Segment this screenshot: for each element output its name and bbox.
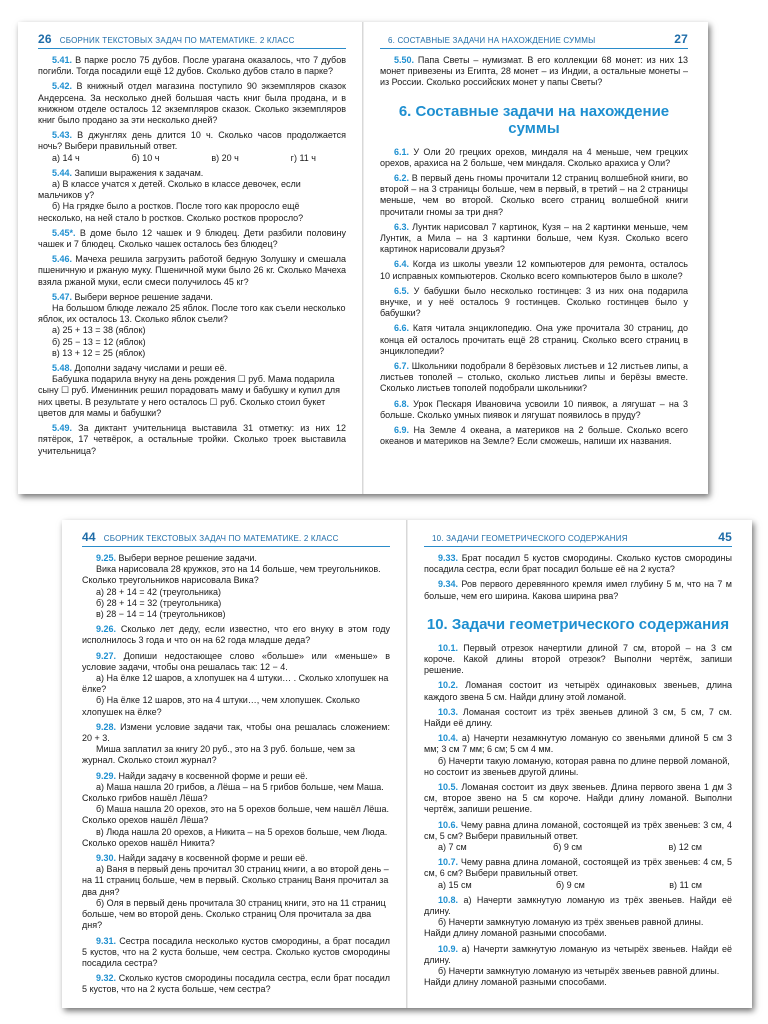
task-text [424, 895, 732, 917]
task-body: Лунтик нарисовал 7 картинок, Кузя – на 2 картинки меньше, чем Лунтик, а Мила – на 3 картинки больше, чем Кузя. Сколько всего картинок нарисовали друзья? [380, 221, 688, 255]
task-number: 9.33. [438, 553, 459, 563]
task-number: 9.30. [96, 853, 117, 864]
task-body: Ломаная состоит из трёх звеньев длиной 3 см, 5 см, 7 см. Найди её длину. [424, 706, 732, 729]
task [82, 553, 390, 620]
task-number: 9.27. [96, 650, 117, 661]
task-number: 6.4. [394, 259, 410, 270]
task-subitem: Вика нарисовала 28 кружков, это на 14 больше, чем треугольников. Сколько треугольников нарисовала Вика? [82, 564, 381, 586]
task [38, 292, 346, 359]
page-44 [62, 520, 406, 1008]
task-body: В джунглях день длится 10 ч. Сколько часов продолжается ночь? Выбери правильный ответ. [38, 130, 346, 152]
task [82, 771, 390, 849]
book-spread-2 [62, 520, 752, 1008]
task-number: 10.3. [438, 706, 459, 717]
task-text [38, 292, 346, 303]
task-list [380, 55, 688, 89]
task-body: Запиши выражения к задачам. [74, 167, 204, 178]
task-number: 5.45*. [52, 227, 76, 238]
task-body: Ломаная состоит из двух звеньев. Длина первого звена 1 дм 3 см, второе звено на 5 см короче. Найди длину ломаной. Выполни чертёж, запиши решение. [424, 782, 732, 815]
task-body: Катя читала энциклопедию. Она уже прочитала 30 страниц, до конца ей осталось прочитать ещё 28 страниц. Сколько всего страниц в энциклопедии? [380, 323, 688, 356]
task-text [424, 707, 732, 729]
task-text [38, 363, 346, 374]
task-body: Допиши недостающее слово «больше» или «меньше» в условие задачи, чтобы она решалась так: 12 − 4. [82, 650, 390, 672]
task-body: Папа Светы – нумизмат. В его коллекции 68 монет: из них 13 монет привезены из Египта, 28 монет – из Индии, а остальные монеты – из России. Сколько российских монет у папы Светы? [380, 55, 688, 88]
task-body: Школьники подобрали 8 берёзовых листьев и 12 листьев липы, а листьев тополей – столько, сколько листьев липы и берёзы вместе. Сколько листьев тополей подобрали школьники? [380, 361, 688, 394]
task-subitem: б) На ёлке 12 шаров, это на 4 штуки…, чем хлопушек. Сколько хлопушек на ёлке? [82, 695, 360, 717]
task-number: 5.43. [52, 130, 73, 141]
task-number: 9.31. [96, 935, 117, 946]
task-text [82, 624, 390, 646]
task-subitem: а) 28 + 14 = 42 (треугольника) [96, 586, 222, 597]
task-subitem: На большом блюде лежало 25 яблок. После того как съели несколько яблок, их осталось 13. Сколько яблок съели? [38, 303, 346, 325]
task-list [424, 553, 732, 602]
page-45 [408, 520, 752, 1008]
task [380, 222, 688, 256]
page-26 [18, 22, 362, 494]
task [38, 168, 346, 224]
task-number: 10.7. [438, 857, 459, 868]
task-subitem: б) Начерти такую ломаную, которая равна по длине первой ломаной, но состоит из звеньев другой длины. [424, 755, 730, 777]
task-body: Измени условие задачи так, чтобы она решалась сложением: 20 + 3. [82, 721, 390, 744]
answer-option: в) 11 см [669, 879, 702, 890]
task-number: 5.46. [52, 254, 73, 265]
task-text [38, 228, 346, 250]
task-text [424, 857, 732, 879]
task-number: 5.50. [394, 55, 415, 65]
task-body: В книжный отдел магазина поступило 90 экземпляров сказок Андерсена. За несколько дней большая часть книг была продана, и в книжном отделе осталось 12 экземпляров сказок. Сколько экземпляров книг было продано за эти несколько дней? [38, 81, 346, 126]
task-text [424, 944, 732, 966]
running-title: СБОРНИК ТЕКСТОВЫХ ЗАДАЧ ПО МАТЕМАТИКЕ. 2 КЛАСС [59, 36, 295, 45]
task-subitem: а) Маша нашла 20 грибов, а Лёша – на 5 грибов больше, чем Маша. Сколько грибов нашёл Лёша? [82, 781, 384, 804]
book-spread-1 [18, 22, 708, 494]
task-body: В парке росло 75 дубов. После урагана оказалось, что 7 дубов погибли. Тогда посадили ещё 12 дубов. Сколько дубов стало в парке? [38, 55, 346, 77]
task [380, 361, 688, 395]
task [424, 895, 732, 940]
task-body: На Земле 4 океана, а материков на 2 больше. Сколько всего океанов и материков на Земле? Если сможешь, напиши их названия. [380, 425, 688, 447]
task-text [38, 55, 346, 77]
task-number: 10.1. [438, 642, 459, 653]
task-subitem: а) На ёлке 12 шаров, а хлопушек на 4 штуки… . Сколько хлопушек на ёлке? [82, 673, 389, 695]
task-body: Урок Пескаря Ивановича усвоили 10 пиявок, а лягушат – на 3 больше. Сколько умных пиявок и лягушат появилось в пруду? [380, 398, 688, 420]
task-subitem: в) 28 − 14 = 14 (треугольников) [96, 609, 226, 620]
task-subitem: Миша заплатил за книгу 20 руб., это на 3 руб. больше, чем за журнал. Сколько стоил журнал? [82, 744, 355, 766]
task-text [380, 55, 688, 89]
task [380, 323, 688, 357]
task-body: Ломаная состоит из четырёх одинаковых звеньев, длина каждого звена 5 см. Найди длину этой ломаной. [424, 680, 732, 702]
task [38, 363, 346, 419]
answer-option: б) 9 см [553, 842, 583, 853]
task-text [380, 323, 688, 357]
task-body: Найди задачу в косвенной форме и реши её. [118, 853, 308, 864]
task [380, 286, 688, 320]
task-text [38, 168, 346, 179]
task [424, 820, 732, 854]
task-body: Сколько кустов смородины посадила сестра, если брат посадил 5 кустов, что на 2 куста больше, чем сестра? [82, 973, 390, 995]
task-number: 9.25. [96, 553, 117, 563]
task-body: Брат посадил 5 кустов смородины. Сколько кустов смородины посадила сестра, если брат посадил больше её на 2 куста? [424, 553, 732, 575]
task-text [38, 81, 346, 126]
task-text [380, 425, 688, 447]
task-number: 6.2. [394, 173, 410, 184]
page-number: 27 [674, 32, 688, 46]
task-body: Чему равна длина ломаной, состоящей из трёх звеньев: 3 см, 4 см, 5 см? Выбери правильный ответ. [424, 819, 732, 841]
task-body: За диктант учительница выставила 31 отметку: из них 12 пятёрок, 17 четвёрок, а остальные тройки. Сколько троек выставила учительница? [38, 423, 346, 456]
running-title: СБОРНИК ТЕКСТОВЫХ ЗАДАЧ ПО МАТЕМАТИКЕ. 2 КЛАСС [103, 534, 339, 543]
answer-option: а) 15 см [438, 879, 472, 890]
task [82, 973, 390, 995]
task-subitem: а) В классе учатся x детей. Сколько в классе девочек, если мальчиков y? [38, 179, 301, 201]
task-text [380, 286, 688, 320]
answer-option: в) 20 ч [211, 152, 239, 163]
task [82, 651, 390, 718]
page-header [424, 520, 732, 547]
task-number: 6.8. [394, 398, 410, 409]
task-body: Мачеха решила загрузить работой бедную Золушку и смешала пшеничную и ржаную муку. Пшеничной муки было 26 кг. Сколько Мачеха взяла ржаной муки, если смеси получилось 45 кг? [38, 254, 346, 287]
task-number: 10.8. [438, 894, 459, 905]
task-number: 6.1. [394, 146, 410, 157]
task-number: 5.49. [52, 423, 73, 434]
answer-option: а) 7 см [438, 842, 467, 853]
task [82, 936, 390, 970]
task [424, 579, 732, 601]
page-header [38, 22, 346, 49]
task-number: 5.41. [52, 55, 73, 65]
task-list [380, 147, 688, 448]
answer-option: г) 11 ч [290, 152, 316, 163]
task-body: а) Начерти замкнутую ломаную из четырёх звеньев. Найди её длину. [424, 943, 732, 965]
task-list [82, 553, 390, 996]
task-text [424, 579, 732, 601]
task [424, 680, 732, 702]
answer-options [38, 153, 346, 164]
task-number: 9.34. [438, 579, 459, 590]
task-text [82, 771, 390, 782]
task-text [380, 361, 688, 395]
task [380, 147, 688, 169]
task [38, 423, 346, 457]
task-subitem: а) 25 + 13 = 38 (яблок) [52, 325, 146, 336]
task-text [380, 259, 688, 281]
task-text [424, 680, 732, 702]
task-text [424, 643, 732, 677]
task-text [380, 399, 688, 421]
task [38, 254, 346, 288]
task-body: Сколько лет деду, если известно, что его внуку в этом году исполнилось 3 года и что он на 62 года младше деда? [82, 624, 390, 646]
task [380, 55, 688, 89]
task-number: 5.47. [52, 291, 73, 302]
task-text [82, 936, 390, 970]
task [38, 130, 346, 164]
task-number: 6.9. [394, 425, 410, 436]
page-header [380, 22, 688, 49]
task-subitem: б) 28 + 14 = 32 (треугольника) [96, 597, 222, 608]
task-body: а) Начерти замкнутую ломаную из трёх звеньев. Найди её длину. [424, 894, 732, 917]
task-number: 10.9. [438, 943, 459, 954]
page-number: 44 [82, 530, 96, 544]
task-number: 6.3. [394, 221, 410, 232]
task-text [380, 147, 688, 169]
task-subitem: б) 25 − 13 = 12 (яблок) [52, 336, 146, 347]
task-text [380, 222, 688, 256]
task-number: 10.4. [438, 733, 459, 744]
task-body: а) Начерти незамкнутую ломаную со звеньями длиной 5 см 3 мм; 3 см 7 мм; 6 см; 5 см 4 мм. [424, 733, 732, 755]
task-body: Чему равна длина ломаной, состоящей из трёх звеньев: 4 см, 5 см, 6 см? Выбери правильный ответ. [424, 857, 732, 879]
task [424, 553, 732, 575]
task-text [82, 722, 390, 744]
task-number: 9.32. [96, 973, 117, 984]
task-text [38, 423, 346, 457]
task [424, 733, 732, 778]
task-text [82, 553, 390, 564]
task-subitem: в) 13 + 12 = 25 (яблок) [52, 347, 146, 358]
task [424, 944, 732, 989]
task-body: Найди задачу в косвенной форме и реши её. [118, 770, 308, 781]
task [424, 707, 732, 729]
task-text [380, 173, 688, 218]
task-subitem: б) Начерти замкнутую ломаную из четырёх звеньев равной длины. Найди длину ломаной разными способами. [424, 966, 720, 988]
task-body: Когда из школы увезли 12 компьютеров для ремонта, осталось 10 исправных компьютеров. Сколько всего компьютеров было в школе? [380, 259, 688, 281]
page-number: 45 [718, 530, 732, 544]
task-number: 6.5. [394, 285, 410, 296]
task [38, 228, 346, 250]
page-27 [364, 22, 708, 494]
task-number: 10.2. [438, 680, 459, 691]
task-list [424, 643, 732, 989]
task-list [38, 55, 346, 457]
task-subitem: б) Маша нашла 20 орехов, это на 5 орехов больше, чем нашёл Лёша. Сколько орехов нашёл Лёша? [82, 804, 389, 826]
page-header [82, 520, 390, 547]
task [424, 782, 732, 816]
answer-option: в) 12 см [668, 842, 702, 853]
answer-options [424, 880, 732, 891]
task-number: 5.44. [52, 167, 73, 178]
running-title: 10. ЗАДАЧИ ГЕОМЕТРИЧЕСКОГО СОДЕРЖАНИЯ [432, 534, 628, 543]
task [380, 399, 688, 421]
task-subitem: б) Оля в первый день прочитала 30 страниц книги, это на 11 страниц больше, чем во второй день. Сколько страниц Оля прочитала за два дня? [82, 897, 386, 931]
task-number: 6.7. [394, 361, 410, 372]
task [82, 624, 390, 646]
task-body: Выбери верное решение задачи. [118, 553, 257, 563]
task [380, 173, 688, 218]
task-body: У Оли 20 грецких орехов, миндаля на 4 меньше, чем грецких орехов, арахиса на 2 больше, чем миндаля. Сколько арахиса у Оли? [380, 146, 688, 168]
task-subitem: б) Начерти замкнутую ломаную из трёх звеньев равной длины. Найди длину ломаной разными способами. [424, 917, 704, 939]
task [38, 55, 346, 77]
task [82, 722, 390, 767]
task-number: 10.6. [438, 819, 459, 830]
task [424, 643, 732, 677]
answer-option: б) 10 ч [131, 152, 160, 163]
task-text [82, 973, 390, 995]
task-body: У бабушки было несколько гостинцев: 3 из них она подарила внучке, и у неё осталось 9 гостинцев. Сколько гостинцев было у бабушки? [380, 285, 688, 319]
running-title: 6. СОСТАВНЫЕ ЗАДАЧИ НА НАХОЖДЕНИЕ СУММЫ [388, 36, 596, 45]
task-text [38, 130, 346, 152]
task-number: 9.29. [96, 770, 117, 781]
answer-option: а) 14 ч [52, 152, 80, 163]
task-number: 9.28. [96, 721, 117, 732]
task-subitem: Бабушка подарила внуку на день рождения ☐ руб. Мама подарила сыну ☐ руб. Именинник решил порадовать маму и бабушку и купил для них цветы. В результате у него осталось ☐ руб. Сколько стоил букет цветов для мамы и бабушки? [38, 374, 340, 418]
task-text [424, 553, 732, 575]
task-text [424, 733, 732, 755]
task-text [38, 254, 346, 288]
task-number: 10.5. [438, 782, 459, 793]
task-subitem: в) Люда нашла 20 орехов, а Никита – на 5 орехов больше, чем Люда. Сколько орехов нашёл Никита? [82, 826, 388, 848]
task-subitem: б) На грядке было a ростков. После того как проросло ещё несколько, на ней стало b ростков. Сколько ростков проросло? [38, 201, 304, 223]
task [38, 81, 346, 126]
answer-options [424, 842, 732, 853]
task [380, 425, 688, 447]
task [424, 857, 732, 891]
task-body: Дополни задачу числами и реши её. [74, 363, 228, 374]
task-text [424, 782, 732, 816]
task-body: В первый день гномы прочитали 12 страниц волшебной книги, во второй – на 3 страницы больше, чем в первый, в третий – на 2 страницы меньше, чем во второй. Сколько всего страниц волшебной книги прочитали гномы за три дня? [380, 173, 688, 217]
task-body: Первый отрезок начертили длиной 7 см, второй – на 3 см короче. Какой длины второй отрезок? Выполни чертёж, запиши решение. [424, 642, 732, 676]
task-number: 5.48. [52, 363, 73, 374]
task-body: Ров первого деревянного кремля имел глубину 5 м, что на 7 м больше, чем его ширина. Какова ширина рва? [424, 579, 732, 601]
task-number: 6.6. [394, 323, 410, 334]
task-body: В доме было 12 чашек и 9 блюдец. Дети разбили половину чашек и 7 блюдец. Сколько чашек осталось без блюдец? [38, 227, 346, 250]
section-title: 10. Задачи геометрического содержания [426, 615, 730, 633]
answer-option: б) 9 см [556, 879, 585, 890]
task-body: Выбери верное решение задачи. [74, 291, 213, 302]
task-text [424, 820, 732, 842]
section-title: 6. Составные задачи на нахождение суммы [398, 102, 670, 137]
task-text [82, 651, 390, 673]
task [380, 259, 688, 281]
page-number: 26 [38, 32, 52, 46]
task-number: 5.42. [52, 81, 73, 92]
task-subitem: а) Ваня в первый день прочитал 30 страниц книги, а во второй день – на 11 страниц больше, чем в первый. Сколько страниц Ваня прочитал за два дня? [82, 864, 389, 897]
task-number: 9.26. [96, 624, 117, 635]
task-body: Сестра посадила несколько кустов смородины, а брат посадил 5 кустов, что на 2 куста больше, чем сестра. Сколько кустов смородины посадила сестра? [82, 935, 390, 968]
task [82, 853, 390, 931]
task-text [82, 853, 390, 864]
